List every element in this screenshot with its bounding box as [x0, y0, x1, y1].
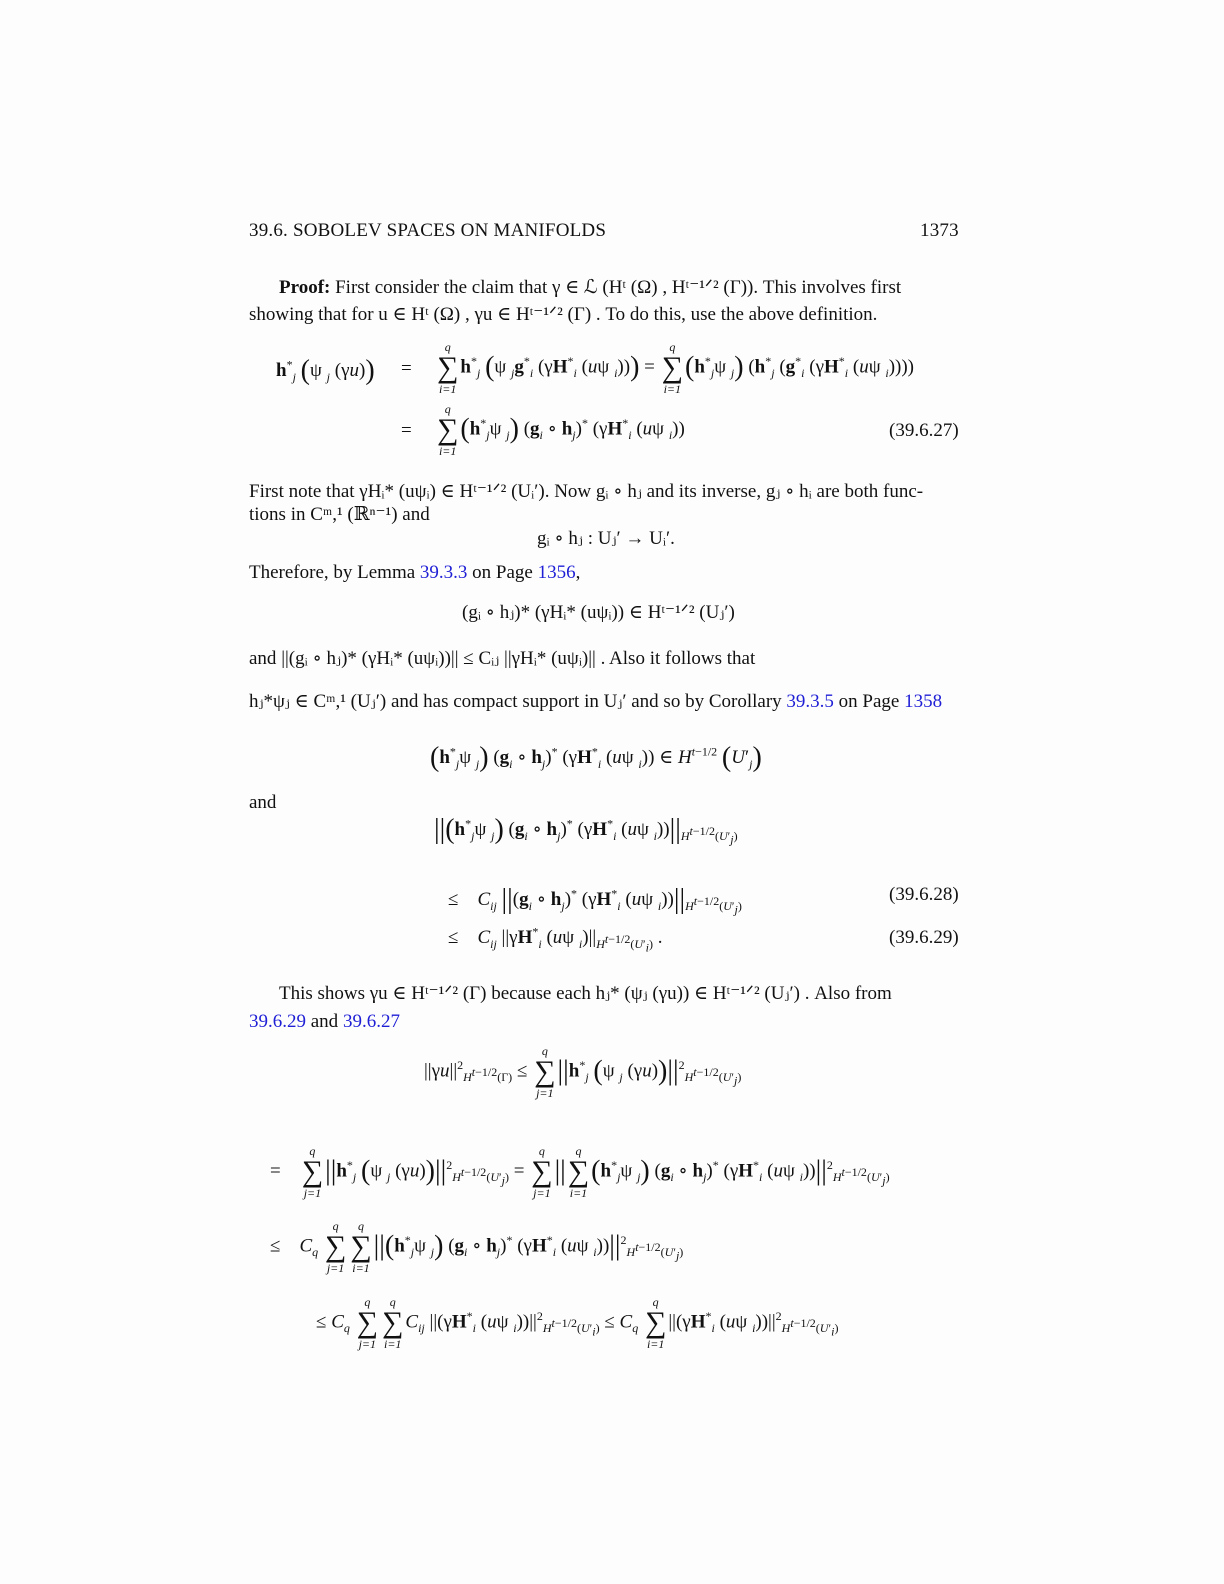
equation-line-1-lhs: $h^*_j$ (ψ $_j$ (γu)) [276, 355, 375, 386]
therefore-after: , [575, 562, 581, 583]
therefore-middle: on Page [467, 562, 538, 583]
and-line-1 [249, 647, 755, 671]
and-line-2-mid: on Page [833, 691, 905, 712]
first-note-line-2: tions in Cᵐ,¹ (ℝⁿ⁻¹) and [249, 504, 430, 525]
equation-line-2-rhs: q ∑ i=1 ($h^*_j\psi$ $_j$) ($g_i$ ∘ $h_j)^*$ ($\gamma H^*_i$ (uψ $_i$)) [437, 402, 685, 458]
equation-line-1-eq: = [401, 358, 412, 379]
page-link-1356[interactable]: 1356 [537, 562, 576, 583]
and-line-2-math: hⱼ*ψⱼ ∈ Cᵐ,¹ (Uⱼ′) [249, 691, 387, 712]
shows-line-2 [249, 1010, 400, 1034]
equation-number-28: (39.6.28) [889, 884, 959, 905]
corollary-link[interactable]: 39.3.5 [786, 691, 834, 712]
eq-link-27[interactable]: 39.6.27 [342, 1011, 400, 1032]
and-line-1-math: ||(gᵢ ∘ hⱼ)* (γHᵢ* (uψᵢ))|| ≤ Cᵢⱼ ||γHᵢ* (uψᵢ)|| [281, 648, 596, 669]
derivation-line-1: = q ∑ j=1 $||h^*_j$ (ψ $_j$ $(\gamma u))||^2_{H^{t-1/2}(U'_j)}$ = q ∑ j=1 || q ∑ i=1 ($h^*_j\psi$ $_j$) ($g_i$ ∘ $h_j)^*$ ($\gamma H^*_i$ (uψ $_i))||^2_{H^{t-1/2}(U'_j)}$ [270, 1144, 890, 1200]
therefore-before: Therefore, by Lemma [249, 562, 420, 583]
page-number: 1373 [920, 220, 959, 241]
therefore-display: (gᵢ ∘ hⱼ)* (γHᵢ* (uψᵢ)) ∈ Hᵗ⁻¹ᐟ² (Uⱼ′) [462, 602, 735, 623]
proof-label: Proof: [279, 277, 331, 298]
and-line-2-text: and has compact support in Uⱼ′ and so by Corollary [386, 691, 787, 712]
and-line-1-end: . Also it follows that [600, 648, 756, 669]
norm-display-1: $||(h^*_j\psi$ $_j$) ($g_i$ ∘ $h_j)^*$ ($\gamma H^*_i$ (uψ $_i))||_{H^{t-1/2}(U'_j)}$ [434, 814, 738, 847]
word-and: and [249, 792, 277, 813]
and-line-1-start: and [249, 648, 277, 669]
shows-mid: and [306, 1011, 343, 1032]
and-line-2 [249, 690, 942, 714]
ineq-29: ≤ $C_{ij}$ $||\gamma H^*_i$ (uψ $_i)||_{H^{t-1/2}(U'_i)}$ . [448, 924, 663, 955]
equation-number-27: (39.6.27) [889, 420, 959, 441]
first-note-display: gᵢ ∘ hⱼ : Uⱼ′ → Uᵢ′. [537, 528, 675, 549]
derivation-line-3: ≤ $C_q$ q ∑ j=1 q ∑ i=1 $C_{ij}$ $||(\gamma H^*_i$ (uψ $_i))||^2_{H^{t-1/2}(U'_i)} \le C_q$ q ∑ i=1 $||(\gamma H^*_i$ (uψ $_i))||^2_{H^{t-1/2}(U'_i)}$ [316, 1295, 839, 1351]
proof-line-1-text: First consider the claim that γ ∈ ℒ (Hᵗ (Ω) , Hᵗ⁻¹ᐟ² (Γ)). This involves first [330, 277, 902, 298]
running-header: 39.6. SOBOLEV SPACES ON MANIFOLDS [249, 220, 607, 241]
equation-line-1-rhs: q ∑ i=1 $h^*_j$ (ψ $_jg^*_i$ ($\gamma H^*_i$ (uψ $_i$))) = q ∑ i=1 ($h^*_j\psi$ $_j$) ($h^*_j$ ($g^*_i$ ($\gamma H^*_i$ (uψ $_i$)))) [437, 340, 915, 396]
lemma-link[interactable]: 39.3.3 [419, 562, 468, 583]
display-membership: ($h^*_j\psi$ $_j$) ($g_i$ ∘ $h_j)^*$ ($\gamma H^*_i$ (uψ $_i$)) ∈ $H^{t-1/2}$ $(U'_j)$ [430, 742, 762, 773]
page-link-1358[interactable]: 1358 [904, 691, 943, 712]
eq-link-29[interactable]: 39.6.29 [249, 1011, 306, 1032]
therefore-line [249, 561, 580, 585]
derivation-line-2: ≤ $C_q$ q ∑ j=1 q ∑ i=1 $||(h^*_j\psi$ $_j$) ($g_i$ ∘ $h_j)^*$ ($\gamma H^*_i$ (uψ $_i))||^2_{H^{t-1/2}(U'_j)}$ [270, 1219, 684, 1275]
equation-number-29: (39.6.29) [889, 927, 959, 948]
proof-line-2: showing that for u ∈ Hᵗ (Ω) , γu ∈ Hᵗ⁻¹ᐟ² (Γ) . To do this, use the above definition. [249, 304, 878, 325]
shows-line-1: This shows γu ∈ Hᵗ⁻¹ᐟ² (Γ) because each hⱼ* (ψⱼ (γu)) ∈ Hᵗ⁻¹ᐟ² (Uⱼ′) . Also from [279, 983, 892, 1004]
ineq-28: ≤ $C_{ij}$ $||(g_i$ ∘ $h_j)^*$ ($\gamma H^*_i$ (uψ $_i))||_{H^{t-1/2}(U'_j)}$ [448, 884, 742, 917]
first-note-line-1: First note that γHᵢ* (uψᵢ) ∈ Hᵗ⁻¹ᐟ² (Uᵢ′). Now gᵢ ∘ hⱼ and its inverse, gⱼ ∘ hᵢ are both func- [249, 481, 924, 502]
equation-line-2-eq: = [401, 420, 412, 441]
norm-gamma-u: $||\gamma u||^2_{H^{t-1/2}(\Gamma)}$ ≤ q ∑ j=1 $||h^*_j$ (ψ $_j$ $(\gamma u))||^2_{H^{t-1/2}(U'_j)}$ [424, 1044, 742, 1100]
proof-line-1 [279, 276, 901, 300]
